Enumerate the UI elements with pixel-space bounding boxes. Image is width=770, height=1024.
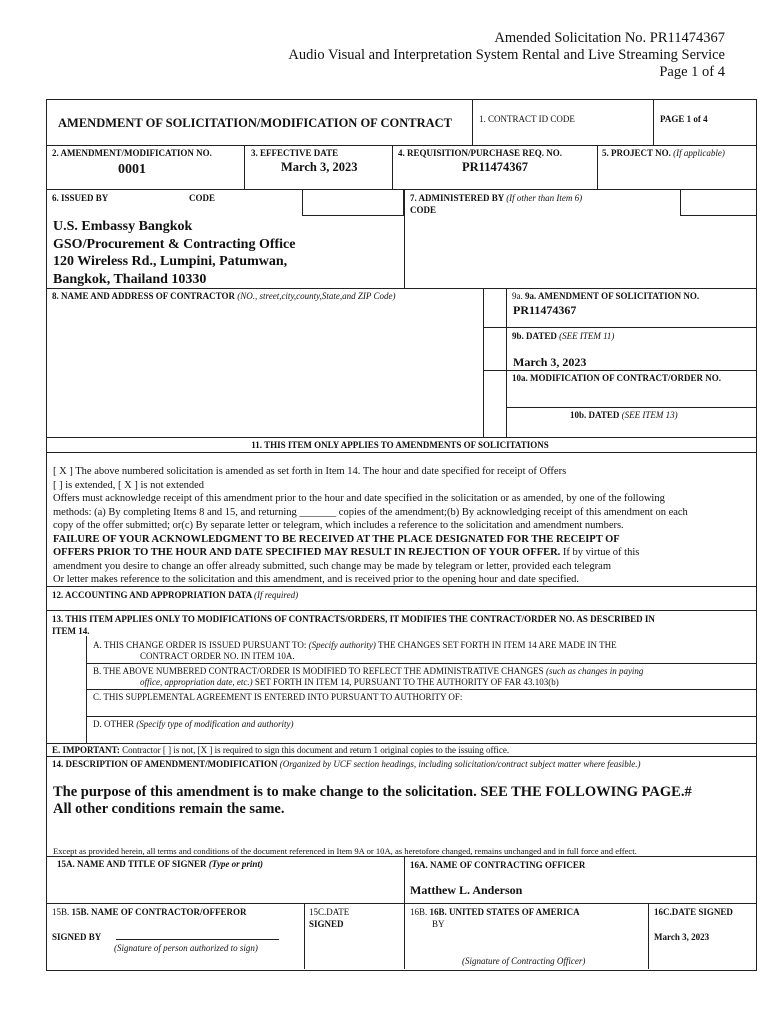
issuer-line: GSO/Procurement & Contracting Office	[53, 236, 296, 252]
dated-9b-value: March 3, 2023	[513, 355, 587, 369]
contractor-signature-field[interactable]	[116, 922, 279, 939]
issuer-line: 120 Wireless Rd., Lumpini, Patumwan,	[53, 254, 288, 269]
section-11-line: Offers must acknowledge receipt of this amendment prior to the hour and date specified in the solicitation or as amended, by one of the following	[53, 493, 665, 504]
issued-by-code-label: CODE	[189, 193, 216, 203]
united-states-label: 16B. 16B. UNITED STATES OF AMERICA	[410, 907, 580, 917]
date-signed-15c-label-2: SIGNED	[309, 919, 344, 929]
conditions-text: All other conditions remain the same.	[53, 801, 285, 817]
requisition-label: 4. REQUISITION/PURCHASE REQ. NO.	[398, 148, 563, 158]
issuer-line: Bangkok, Thailand 10330	[53, 271, 207, 287]
page-label: PAGE 1 of 4	[660, 114, 708, 124]
description-label: 14. DESCRIPTION OF AMENDMENT/MODIFICATION (Organized by UCF section headings, including solicitation/contract subject matter where feasible.)	[52, 759, 641, 769]
except-text: Except as provided herein, all terms and conditions of the document referenced in Item 9A or 10A, as heretofore changed, remains unchanged and in full force and effect.	[53, 846, 637, 856]
issued-by-label: 6. ISSUED BY	[52, 193, 109, 203]
section-11-warning: FAILURE OF YOUR ACKNOWLEDGMENT TO BE RECEIVED AT THE PLACE DESIGNATED FOR THE RECEIPT OF	[53, 533, 620, 545]
date-signed-16c-label: 16C.DATE SIGNED	[654, 907, 733, 917]
date-signed-15c-field[interactable]	[306, 932, 402, 966]
section-13a-cont: CONTRACT ORDER NO. IN ITEM 10A.	[140, 651, 295, 661]
section-11-line: copy of the offer submitted; or(c) By separate letter or telegram, which includes a reference to the solicitation and amendment numbers.	[53, 520, 624, 531]
amendment-solicitation-no-label: 9a. 9a. AMENDMENT OF SOLICITATION NO.	[512, 291, 700, 301]
accounting-data-label: 12. ACCOUNTING AND APPROPRIATION DATA (If required)	[52, 590, 299, 600]
form-title: AMENDMENT OF SOLICITATION/MODIFICATION OF CONTRACT	[58, 116, 453, 130]
section-13a: A. THIS CHANGE ORDER IS ISSUED PURSUANT TO: (Specify authority) THE CHANGES SET FORTH IN ITEM 14 ARE MADE IN THE	[93, 640, 617, 650]
section-13b-cont: office, appropriation date, etc.) SET FORTH IN ITEM 14, PURSUANT TO THE AUTHORITY OF FAR 43.103(b)	[140, 677, 559, 687]
contracting-officer-label: 16A. NAME OF CONTRACTING OFFICER	[410, 860, 586, 870]
section-11-warning-line2: OFFERS PRIOR TO THE HOUR AND DATE SPECIFIED MAY RESULT IN REJECTION OF YOUR OFFER. If by virtue of this	[53, 547, 640, 558]
section-13-title: 13. THIS ITEM APPLIES ONLY TO MODIFICATIONS OF CONTRACTS/ORDERS, IT MODIFIES THE CONTRACT/ORDER NO. AS DESCRIBED IN	[52, 614, 655, 624]
signer-name-field[interactable]	[52, 872, 400, 900]
by-label: BY	[432, 919, 445, 929]
purpose-text: The purpose of this amendment is to make change to the solicitation. SEE THE FOLLOWING PAGE.#	[53, 784, 692, 800]
date-signed-16c-value: March 3, 2023	[654, 932, 710, 942]
dated-10b-label: 10b. DATED (SEE ITEM 13)	[570, 410, 678, 420]
section-11-line: Or letter makes reference to the solicitation and this amendment, and is received prior to the opening hour and date specified.	[53, 574, 579, 585]
contractor-offeror-label: 15B. 15B. NAME OF CONTRACTOR/OFFEROR	[52, 907, 247, 917]
contractor-address-area[interactable]	[52, 305, 480, 435]
administered-by-label: 7. ADMINISTERED BY (If other than Item 6)	[410, 193, 583, 203]
issuer-address	[53, 218, 295, 288]
signer-name-label: 15A. NAME AND TITLE OF SIGNER (Type or print)	[57, 859, 263, 869]
signed-by-label: SIGNED BY	[52, 932, 102, 942]
requisition-value: PR11474367	[462, 160, 528, 174]
contract-id-code-label: 1. CONTRACT ID CODE	[479, 114, 575, 124]
section-11-line: [ X ] The above numbered solicitation is amended as set forth in Item 14. The hour and date specified for receipt of Offers	[53, 466, 567, 477]
dated-9b-label: 9b. DATED (SEE ITEM 11)	[512, 331, 615, 341]
signature-person-caption: (Signature of person authorized to sign)	[114, 943, 258, 953]
amendment-no-value: 0001	[118, 162, 146, 177]
section-11-text	[53, 465, 753, 587]
header-solicitation-number: Amended Solicitation No. PR11474367	[494, 30, 725, 46]
date-signed-15c-label: 15C.DATE	[309, 907, 350, 917]
signature-officer-caption: (Signature of Contracting Officer)	[462, 956, 586, 966]
issued-by-code-box[interactable]	[302, 189, 404, 216]
modification-no-label: 10a. MODIFICATION OF CONTRACT/ORDER NO.	[512, 373, 722, 383]
section-11-line: [ ] is extended, [ X ] is not extended	[53, 479, 205, 491]
amendment-no-label: 2. AMENDMENT/MODIFICATION NO.	[52, 148, 212, 158]
effective-date-value: March 3, 2023	[281, 160, 358, 174]
project-no-label: 5. PROJECT NO. (If applicable)	[602, 148, 725, 158]
amendment-solicitation-no-value: PR11474367	[513, 303, 577, 317]
effective-date-label: 3. EFFECTIVE DATE	[251, 148, 339, 158]
contracting-officer-name: Matthew L. Anderson	[410, 883, 523, 897]
contractor-label: 8. NAME AND ADDRESS OF CONTRACTOR (NO., street,city,county,State,and ZIP Code)	[52, 291, 396, 301]
section-11-title: 11. THIS ITEM ONLY APPLIES TO AMENDMENTS OF SOLICITATIONS	[251, 440, 549, 450]
important-notice: E. IMPORTANT: Contractor [ ] is not, [X ] is required to sign this document and return 1 original copies to the issuing office.	[52, 745, 510, 755]
section-11-line: amendment you desire to change an offer already submitted, such change may be made by telegram or letter, provided each telegram	[53, 560, 611, 572]
section-11-line: methods: (a) By completing Items 8 and 15, and returning _______ copies of the amendment;(b) By acknowledging receipt of this amendment on each	[53, 506, 688, 518]
officer-signature-field[interactable]	[440, 932, 640, 954]
section-13b: B. THE ABOVE NUMBERED CONTRACT/ORDER IS MODIFIED TO REFLECT THE ADMINISTRATIVE CHANGES (such as changes in paying	[93, 666, 644, 676]
section-13d: D. OTHER (Specify type of modification and authority)	[93, 719, 294, 729]
administered-by-code-label: CODE	[410, 205, 437, 215]
header-page-number: Page 1 of 4	[659, 64, 725, 80]
administered-by-code-box[interactable]	[680, 189, 756, 216]
section-13c: C. THIS SUPPLEMENTAL AGREEMENT IS ENTERED INTO PURSUANT TO AUTHORITY OF:	[93, 692, 463, 702]
section-13-title-cont: ITEM 14.	[52, 626, 90, 636]
issuer-line: U.S. Embassy Bangkok	[53, 219, 193, 234]
header-service-title: Audio Visual and Interpretation System Rental and Live Streaming Service	[288, 47, 725, 63]
